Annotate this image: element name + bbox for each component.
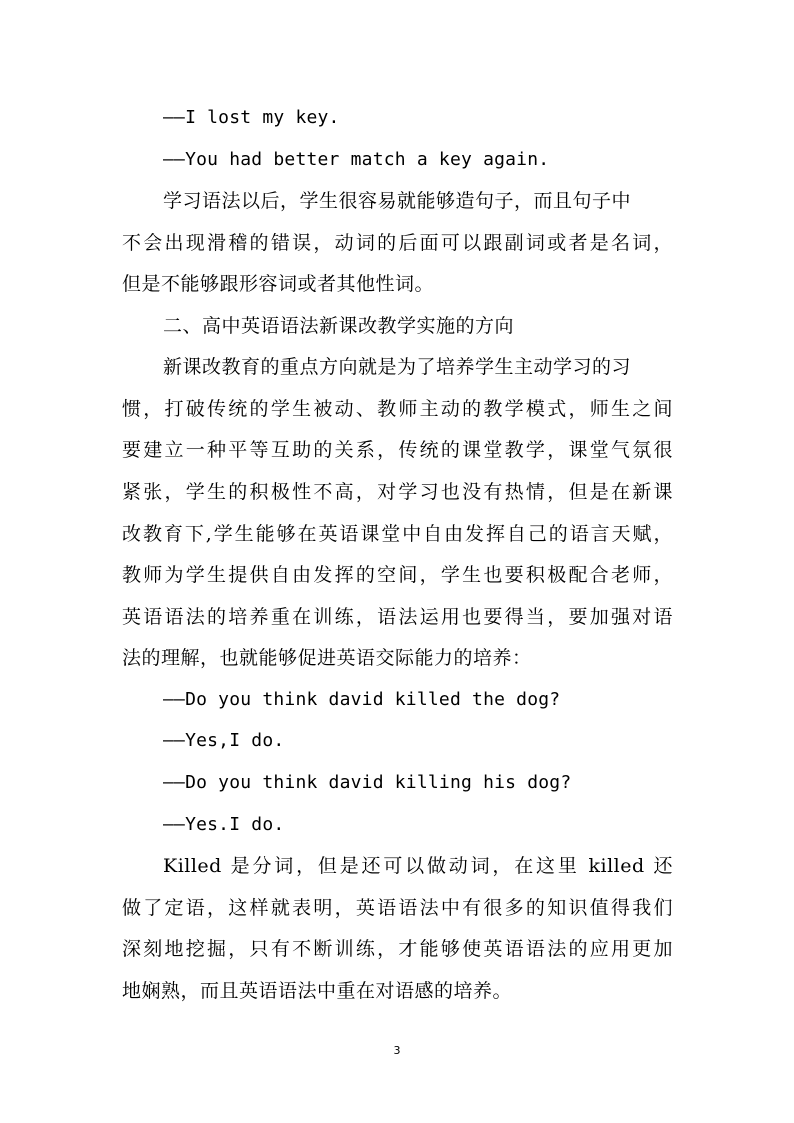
dialogue-line: ——Yes,I do.	[163, 730, 285, 751]
paragraph-line: 改教育下,学生能够在英语课堂中自由发挥自己的语言天赋，	[122, 523, 673, 545]
page-number: 3	[393, 1044, 401, 1057]
paragraph-line: 地娴熟，而且英语语法中重在对语感的培养。	[122, 980, 513, 1002]
paragraph-line: 法的理解，也就能够促进英语交际能力的培养：	[122, 647, 532, 669]
paragraph-line: 教师为学生提供自由发挥的空间，学生也要积极配合老师，	[122, 564, 673, 586]
paragraph-line: 要建立一种平等互助的关系，传统的课堂教学，课堂气氛很	[122, 439, 673, 461]
paragraph-line: 紧张，学生的积极性不高，对学习也没有热情，但是在新课	[122, 481, 673, 503]
dialogue-line: ——Yes.I do.	[163, 814, 285, 835]
dialogue-line: ——I lost my key.	[163, 107, 340, 128]
paragraph-line: 学习语法以后，学生很容易就能够造句子，而且句子中	[163, 190, 632, 212]
dialogue-line: ——You had better match a key again.	[163, 149, 550, 170]
paragraph-line: 英语语法的培养重在训练，语法运用也要得当，要加强对语	[122, 606, 673, 628]
paragraph-line: 但是不能够跟形容词或者其他性词。	[122, 273, 435, 295]
paragraph-line: 惯，打破传统的学生被动、教师主动的教学模式，师生之间	[122, 398, 673, 420]
dialogue-line: ——Do you think david killed the dog?	[163, 689, 561, 710]
paragraph-line: 做了定语，这样就表明，英语语法中有很多的知识值得我们	[122, 897, 673, 919]
paragraph-line: 深刻地挖掘，只有不断训练，才能够使英语语法的应用更加	[122, 938, 673, 960]
paragraph-line: 新课改教育的重点方向就是为了培养学生主动学习的习	[163, 356, 632, 378]
paragraph-line: Killed 是分词，但是还可以做动词，在这里 killed 还	[163, 855, 673, 877]
paragraph-line: 不会出现滑稽的错误，动词的后面可以跟副词或者是名词，	[122, 232, 673, 254]
dialogue-line: ——Do you think david killing his dog?	[163, 772, 572, 793]
section-heading: 二、高中英语语法新课改教学实施的方向	[163, 315, 515, 337]
